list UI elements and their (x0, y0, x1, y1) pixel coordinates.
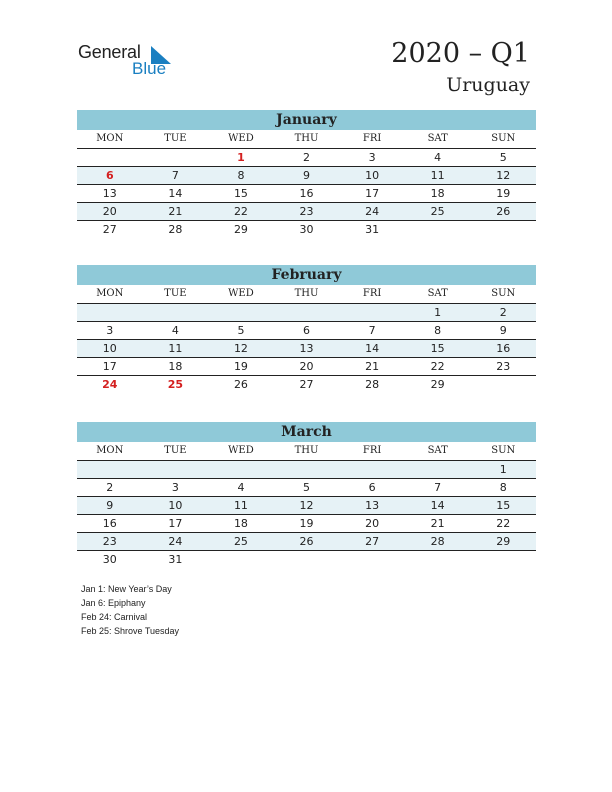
week-row (77, 497, 536, 515)
day-cell: 14 (365, 342, 380, 355)
day-cell: 9 (106, 499, 114, 512)
month-header: February (77, 265, 536, 285)
day-cell: 18 (233, 517, 248, 530)
day-cell: 14 (430, 499, 445, 512)
day-cell: 27 (299, 378, 314, 391)
day-cell: 21 (365, 360, 380, 373)
weekday-label: SAT (427, 288, 448, 299)
day-cell: 14 (168, 187, 183, 200)
day-cell: 27 (365, 535, 380, 548)
logo-blue-text: Blue (132, 59, 167, 78)
day-cell: 25 (167, 378, 184, 391)
day-cell: 19 (496, 187, 511, 200)
weekday-label: TUE (164, 445, 187, 456)
day-cell: 12 (233, 342, 248, 355)
day-cell: 20 (365, 517, 380, 530)
week-row (77, 167, 536, 185)
day-cell: 15 (496, 499, 511, 512)
week-row (77, 376, 536, 393)
holiday-notes (81, 582, 179, 638)
empty-day-cell (470, 551, 536, 568)
day-cell: 7 (171, 169, 179, 182)
day-cell: 18 (430, 187, 445, 200)
empty-day-cell (339, 304, 405, 321)
day-cell: 6 (368, 481, 376, 494)
day-cell: 4 (171, 324, 179, 337)
empty-day-cell (143, 149, 209, 166)
week-row (77, 221, 536, 238)
day-cell: 1 (434, 306, 442, 319)
week-row (77, 340, 536, 358)
empty-day-cell (143, 461, 209, 478)
weekday-label: THU (294, 445, 319, 456)
week-row (77, 185, 536, 203)
day-cell: 17 (168, 517, 183, 530)
day-cell: 13 (102, 187, 117, 200)
day-cell: 8 (499, 481, 507, 494)
day-cell: 3 (106, 324, 114, 337)
empty-day-cell (208, 304, 274, 321)
empty-day-cell (405, 221, 471, 238)
day-cell: 7 (434, 481, 442, 494)
day-cell: 25 (430, 205, 445, 218)
month-header: January (77, 110, 536, 130)
day-cell: 6 (105, 169, 114, 182)
day-cell: 16 (496, 342, 511, 355)
month-february (77, 265, 536, 393)
week-row (77, 461, 536, 479)
week-row (77, 533, 536, 551)
day-cell: 26 (233, 378, 248, 391)
week-row (77, 479, 536, 497)
day-cell: 27 (102, 223, 117, 236)
day-cell: 17 (102, 360, 117, 373)
weekday-label: MON (96, 445, 124, 456)
day-cell: 7 (368, 324, 376, 337)
day-cell: 28 (365, 378, 380, 391)
empty-day-cell (274, 461, 340, 478)
empty-day-cell (339, 551, 405, 568)
day-cell: 2 (106, 481, 114, 494)
weekday-label: FRI (362, 133, 382, 144)
weekday-label: WED (228, 133, 254, 144)
holiday-note: Jan 6: Epiphany (81, 598, 146, 608)
weekday-label: SUN (491, 445, 516, 456)
week-row (77, 322, 536, 340)
weekday-label: SAT (427, 445, 448, 456)
empty-day-cell (77, 461, 143, 478)
day-cell: 22 (496, 517, 511, 530)
empty-day-cell (274, 551, 340, 568)
week-row (77, 149, 536, 167)
empty-day-cell (405, 551, 471, 568)
day-cell: 31 (168, 553, 183, 566)
day-cell: 23 (496, 360, 511, 373)
day-cell: 13 (365, 499, 380, 512)
country-name: Uruguay (446, 74, 530, 96)
weekday-label: THU (294, 288, 319, 299)
empty-day-cell (77, 149, 143, 166)
day-cell: 1 (499, 463, 507, 476)
week-row (77, 358, 536, 376)
logo (78, 40, 178, 80)
day-cell: 15 (233, 187, 248, 200)
day-cell: 3 (171, 481, 179, 494)
empty-day-cell (143, 304, 209, 321)
day-cell: 13 (299, 342, 314, 355)
day-cell: 16 (102, 517, 117, 530)
day-cell: 23 (299, 205, 314, 218)
page-title: 2020 – Q1 (391, 38, 530, 69)
day-cell: 21 (430, 517, 445, 530)
day-cell: 11 (233, 499, 248, 512)
weekday-label: MON (96, 133, 124, 144)
day-cell: 30 (299, 223, 314, 236)
month-january (77, 110, 536, 238)
empty-day-cell (339, 461, 405, 478)
day-cell: 29 (430, 378, 445, 391)
weekday-label: WED (228, 288, 254, 299)
week-row (77, 304, 536, 322)
empty-day-cell (274, 304, 340, 321)
day-cell: 21 (168, 205, 183, 218)
day-cell: 20 (102, 205, 117, 218)
day-cell: 31 (365, 223, 380, 236)
day-cell: 26 (299, 535, 314, 548)
weekday-label: TUE (164, 288, 187, 299)
weekday-label: THU (294, 133, 319, 144)
day-cell: 5 (499, 151, 507, 164)
day-cell: 28 (168, 223, 183, 236)
day-cell: 24 (365, 205, 380, 218)
weekday-label: WED (228, 445, 254, 456)
holiday-note: Jan 1: New Year’s Day (81, 584, 172, 594)
day-cell: 1 (237, 151, 245, 164)
day-cell: 10 (365, 169, 380, 182)
day-cell: 28 (430, 535, 445, 548)
day-cell: 18 (168, 360, 183, 373)
day-cell: 23 (102, 535, 117, 548)
weekday-header-row (77, 130, 536, 149)
month-header: March (77, 422, 536, 442)
week-row (77, 203, 536, 221)
day-cell: 12 (496, 169, 511, 182)
day-cell: 26 (496, 205, 511, 218)
day-cell: 10 (168, 499, 183, 512)
day-cell: 4 (237, 481, 245, 494)
day-cell: 9 (303, 169, 311, 182)
weekday-label: SUN (491, 133, 516, 144)
day-cell: 5 (303, 481, 311, 494)
day-cell: 3 (368, 151, 376, 164)
month-march (77, 422, 536, 568)
weekday-label: TUE (164, 133, 187, 144)
week-row (77, 551, 536, 568)
day-cell: 9 (499, 324, 507, 337)
day-cell: 29 (496, 535, 511, 548)
holiday-note: Feb 25: Shrove Tuesday (81, 626, 180, 636)
empty-day-cell (470, 376, 536, 393)
day-cell: 8 (237, 169, 245, 182)
empty-day-cell (77, 304, 143, 321)
day-cell: 4 (434, 151, 442, 164)
empty-day-cell (405, 461, 471, 478)
day-cell: 10 (102, 342, 117, 355)
empty-day-cell (208, 551, 274, 568)
day-cell: 29 (233, 223, 248, 236)
logo-general-text: General (78, 42, 141, 62)
day-cell: 11 (430, 169, 445, 182)
weekday-label: FRI (362, 445, 382, 456)
day-cell: 25 (233, 535, 248, 548)
day-cell: 6 (303, 324, 311, 337)
day-cell: 24 (102, 378, 118, 391)
empty-day-cell (470, 221, 536, 238)
weekday-label: SUN (491, 288, 516, 299)
weekday-label: FRI (362, 288, 382, 299)
weekday-header-row (77, 442, 536, 461)
day-cell: 2 (499, 306, 507, 319)
day-cell: 17 (365, 187, 380, 200)
day-cell: 2 (303, 151, 311, 164)
day-cell: 19 (233, 360, 248, 373)
day-cell: 24 (168, 535, 183, 548)
day-cell: 11 (168, 342, 183, 355)
day-cell: 22 (430, 360, 445, 373)
empty-day-cell (208, 461, 274, 478)
day-cell: 8 (434, 324, 442, 337)
weekday-header-row (77, 285, 536, 304)
day-cell: 30 (102, 553, 117, 566)
weekday-label: SAT (427, 133, 448, 144)
day-cell: 22 (233, 205, 248, 218)
day-cell: 19 (299, 517, 314, 530)
day-cell: 16 (299, 187, 314, 200)
weekday-label: MON (96, 288, 124, 299)
day-cell: 15 (430, 342, 445, 355)
week-row (77, 515, 536, 533)
day-cell: 20 (299, 360, 314, 373)
day-cell: 5 (237, 324, 245, 337)
day-cell: 12 (299, 499, 314, 512)
holiday-note: Feb 24: Carnival (81, 612, 148, 622)
